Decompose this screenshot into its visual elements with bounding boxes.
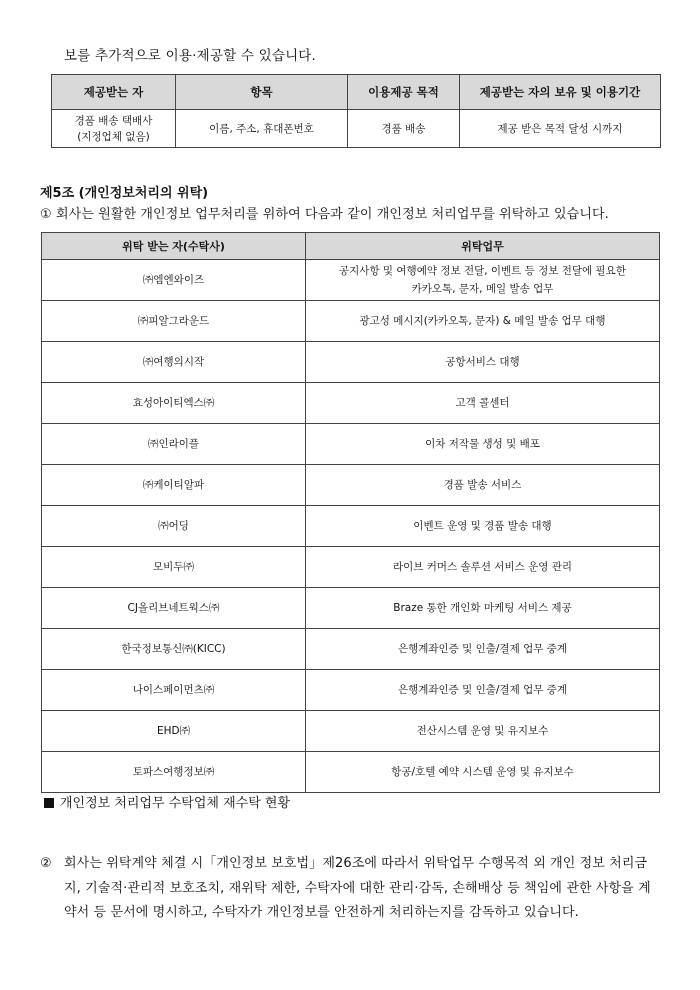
task-line1: 공지사항 및 여행예약 정보 전달, 이벤트 등 정보 전달에 필요한: [339, 265, 626, 277]
entrustee-cell: 한국정보통신㈜(KICC): [42, 629, 306, 670]
entrustee-cell: ㈜엠엔와이즈: [42, 260, 306, 301]
black-square-icon: [44, 798, 54, 808]
third-party-provision-table: [51, 74, 661, 148]
entrusted-task-cell: [306, 342, 660, 383]
task-line1: 고객 콜센터: [455, 397, 510, 409]
period-cell: 제공 받은 목적 달성 시까지: [460, 110, 661, 148]
recipient-line2: (지정업체 없음): [77, 130, 150, 143]
entrustee-cell: ㈜피알그라운드: [42, 301, 306, 342]
table-row: [42, 465, 660, 506]
task-line1: 은행계좌인증 및 인출/결제 업무 중계: [397, 643, 568, 655]
recipient-line1: 경품 배송 택배사: [74, 114, 153, 127]
section-title: 제5조 (개인정보처리의 위탁): [40, 186, 209, 201]
paragraph-number: ②: [40, 856, 52, 871]
entrusted-task-cell: [306, 506, 660, 547]
header-items: 항목: [176, 75, 348, 110]
entrust-table: [41, 232, 660, 793]
entrusted-task-cell: [306, 301, 660, 342]
entrustee-cell: EHD㈜: [42, 711, 306, 752]
header-entrusted-task: 위탁업무: [306, 233, 660, 260]
table-row: [42, 342, 660, 383]
entrustee-cell: 토파스여행정보㈜: [42, 752, 306, 793]
table-row: [42, 424, 660, 465]
entrusted-task-cell: [306, 465, 660, 506]
caption: [44, 792, 290, 811]
table-row: [42, 629, 660, 670]
entrusted-task-cell: [306, 424, 660, 465]
table-row: [42, 260, 660, 301]
table-row: [42, 506, 660, 547]
task-line1: 전산시스템 운영 및 유지보수: [416, 725, 549, 737]
entrustee-cell: ㈜케이티알파: [42, 465, 306, 506]
entrustee-cell: 나이스페이먼츠㈜: [42, 670, 306, 711]
intro-line: 보를 추가적으로 이용·제공할 수 있습니다.: [64, 48, 317, 64]
task-line1: 공항서비스 대행: [445, 356, 520, 368]
entrusted-task-cell: [306, 629, 660, 670]
task-line1: Braze 통한 개인화 마케팅 서비스 제공: [393, 602, 572, 614]
section-paragraph-2: [40, 852, 660, 926]
recipient-cell: [52, 110, 176, 148]
items-cell: 이름, 주소, 휴대폰번호: [176, 110, 348, 148]
task-line1: 이벤트 운영 및 경품 발송 대행: [413, 520, 552, 532]
entrustee-cell: 효성아이티엑스㈜: [42, 383, 306, 424]
task-line1: 라이브 커머스 솔루션 서비스 운영 관리: [393, 561, 572, 573]
caption-text: 개인정보 처리업무 수탁업체 재수탁 현황: [60, 796, 291, 811]
table-header-row: [52, 75, 661, 110]
entrustee-cell: ㈜여행의시작: [42, 342, 306, 383]
entrusted-task-cell: [306, 547, 660, 588]
header-entrustee: 위탁 받는 자(수탁사): [42, 233, 306, 260]
table-row: [42, 752, 660, 793]
entrust-table-body: [42, 260, 660, 793]
entrustee-cell: ㈜어딩: [42, 506, 306, 547]
entrustee-cell: ㈜인라이플: [42, 424, 306, 465]
entrusted-task-cell: [306, 260, 660, 301]
entrustee-cell: 모비두㈜: [42, 547, 306, 588]
entrusted-task-cell: [306, 383, 660, 424]
purpose-cell: 경품 배송: [348, 110, 460, 148]
table-row: [42, 547, 660, 588]
task-line1: 은행계좌인증 및 인출/결제 업무 중계: [397, 684, 568, 696]
table-row: [42, 711, 660, 752]
section-paragraph-1: ① 회사는 원활한 개인정보 업무처리를 위하여 다음과 같이 개인정보 처리업무를 위탁하고 있습니다.: [40, 207, 609, 222]
table-row: [42, 588, 660, 629]
table-row: [42, 670, 660, 711]
task-line1: 항공/호텔 예약 시스템 운영 및 유지보수: [391, 766, 574, 778]
header-period: 제공받는 자의 보유 및 이용기간: [460, 75, 661, 110]
table-header-row: [42, 233, 660, 260]
entrusted-task-cell: [306, 670, 660, 711]
task-line1: 광고성 메시지(카카오톡, 문자) & 메일 발송 업무 대행: [359, 315, 606, 327]
task-line2: 카카오톡, 문자, 메일 발송 업무: [411, 283, 554, 295]
entrusted-task-cell: [306, 588, 660, 629]
table-row: [42, 383, 660, 424]
header-recipient: 제공받는 자: [52, 75, 176, 110]
entrustee-cell: CJ올리브네트웍스㈜: [42, 588, 306, 629]
entrusted-task-cell: [306, 752, 660, 793]
header-purpose: 이용제공 목적: [348, 75, 460, 110]
table-row: [52, 110, 661, 148]
entrusted-task-cell: [306, 711, 660, 752]
task-line1: 이차 저작물 생성 및 배포: [425, 438, 540, 450]
paragraph-text: 회사는 위탁계약 체결 시「개인정보 보호법」제26조에 따라서 위탁업무 수행목적 외 개인 정보 처리금지, 기술적·관리적 보호조치, 재위탁 제한, 수탁자에 대한 관리·감독, 손해배상 등 책임에 관한 사항을 계약서 등 문서에 명시하고, 수탁자가 개인정보를 안전하게 처리하는지를 감독하고 있습니다.: [64, 856, 651, 920]
table-row: [42, 301, 660, 342]
task-line1: 경품 발송 서비스: [443, 479, 522, 491]
